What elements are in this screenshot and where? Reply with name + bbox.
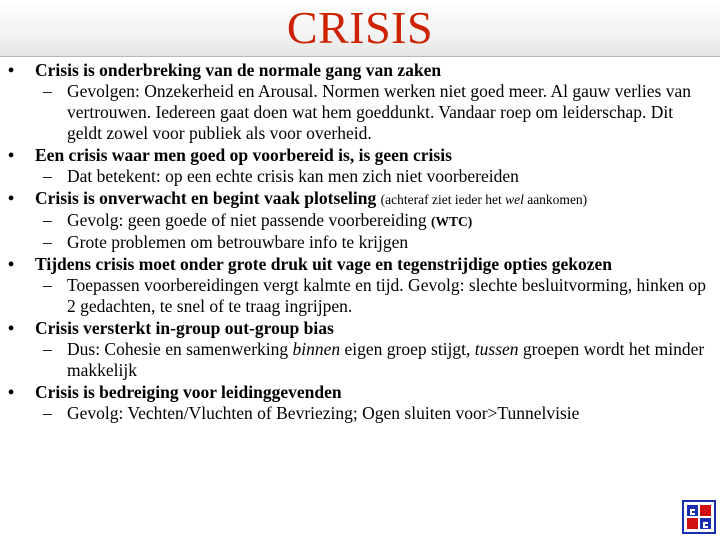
- sub-bullet-marker: –: [43, 403, 52, 423]
- slide-title: CRISIS: [286, 2, 434, 53]
- bullet-marker: •: [8, 254, 15, 274]
- sub-bullet-item: [0, 81, 720, 144]
- bullet-item: [0, 60, 720, 81]
- sub-bullet-item: [0, 210, 720, 232]
- bullet-text: Tijdens crisis moet onder grote druk uit vage en tegenstrijdige opties gekozen: [35, 254, 612, 274]
- sub-bullet-tag: (WTC): [430, 214, 473, 229]
- bullet-item: [0, 254, 720, 275]
- bullet-marker: •: [8, 382, 15, 402]
- sub-bullet-marker: –: [43, 275, 52, 295]
- sub-bullet-item: [0, 232, 720, 253]
- bullet-note-emphasis: wel: [505, 192, 524, 207]
- sub-bullet-text-part: groepen wordt het minder makkelijk: [67, 339, 705, 380]
- sub-bullet-item: [0, 275, 720, 317]
- sub-bullet-marker: –: [43, 210, 52, 230]
- bullet-text: Crisis is bedreiging voor leidinggevenden: [35, 382, 342, 402]
- sub-bullet-marker: –: [43, 232, 52, 252]
- sub-bullet-marker: –: [43, 81, 52, 101]
- bullet-note: [381, 192, 588, 207]
- sub-bullet-text-part: eigen groep stijgt,: [340, 339, 475, 359]
- sub-bullet-item: [0, 166, 720, 187]
- bullet-marker: •: [8, 60, 15, 80]
- sub-bullet-text: Dat betekent: op een echte crisis kan men zich niet voorbereiden: [67, 166, 519, 186]
- slide-content: [0, 59, 720, 424]
- bullet-marker: •: [8, 188, 15, 208]
- sub-bullet-emphasis: binnen: [292, 339, 341, 359]
- sub-bullet-text: Gevolgen: Onzekerheid en Arousal. Normen werken niet goed meer. Al gauw verlies van vertrouwen. Iedereen gaat doen wat hem goeddunkt. Vandaar roep om leiderschap. Dit geldt zowel voor publiek als voor overheid.: [67, 81, 691, 143]
- sub-bullet-text-part: Dus: Cohesie en samenwerking: [67, 339, 293, 359]
- bullet-item: [0, 382, 720, 403]
- sub-bullet-marker: –: [43, 166, 52, 186]
- sub-bullet-text: Gevolg: Vechten/Vluchten of Bevriezing; Ogen sluiten voor>Tunnelvisie: [67, 403, 580, 423]
- bullet-marker: •: [8, 145, 15, 165]
- sub-bullet-marker: –: [43, 339, 52, 359]
- bullet-text: Crisis versterkt in-group out-group bias: [35, 318, 334, 338]
- bullet-item: [0, 145, 720, 166]
- bullet-note-open: (achteraf ziet ieder het: [380, 192, 506, 207]
- sub-bullet-text: Grote problemen om betrouwbare info te krijgen: [67, 232, 409, 252]
- bullet-text: Crisis is onverwacht en begint vaak plotseling: [35, 188, 377, 208]
- bullet-note-close: aankomen): [523, 192, 588, 207]
- sub-bullet-item: [0, 339, 720, 381]
- sub-bullet-item: [0, 403, 720, 424]
- bullet-text: Crisis is onderbreking van de normale gang van zaken: [35, 60, 442, 80]
- sub-bullet-emphasis: tussen: [474, 339, 519, 359]
- sub-bullet-text: Gevolg: geen goede of niet passende voorbereiding: [67, 210, 427, 230]
- bullet-item: [0, 318, 720, 339]
- bullet-text: Een crisis waar men goed op voorbereid is, is geen crisis: [35, 145, 452, 165]
- bullet-marker: •: [8, 318, 15, 338]
- sub-bullet-text: Toepassen voorbereidingen vergt kalmte en tijd. Gevolg: slechte besluitvorming, hinken op 2 gedachten, te snel of te traag ingrijpen.: [67, 275, 706, 316]
- bullet-item: [0, 188, 720, 210]
- institution-logo-icon: [682, 500, 716, 534]
- title-divider: [0, 56, 720, 57]
